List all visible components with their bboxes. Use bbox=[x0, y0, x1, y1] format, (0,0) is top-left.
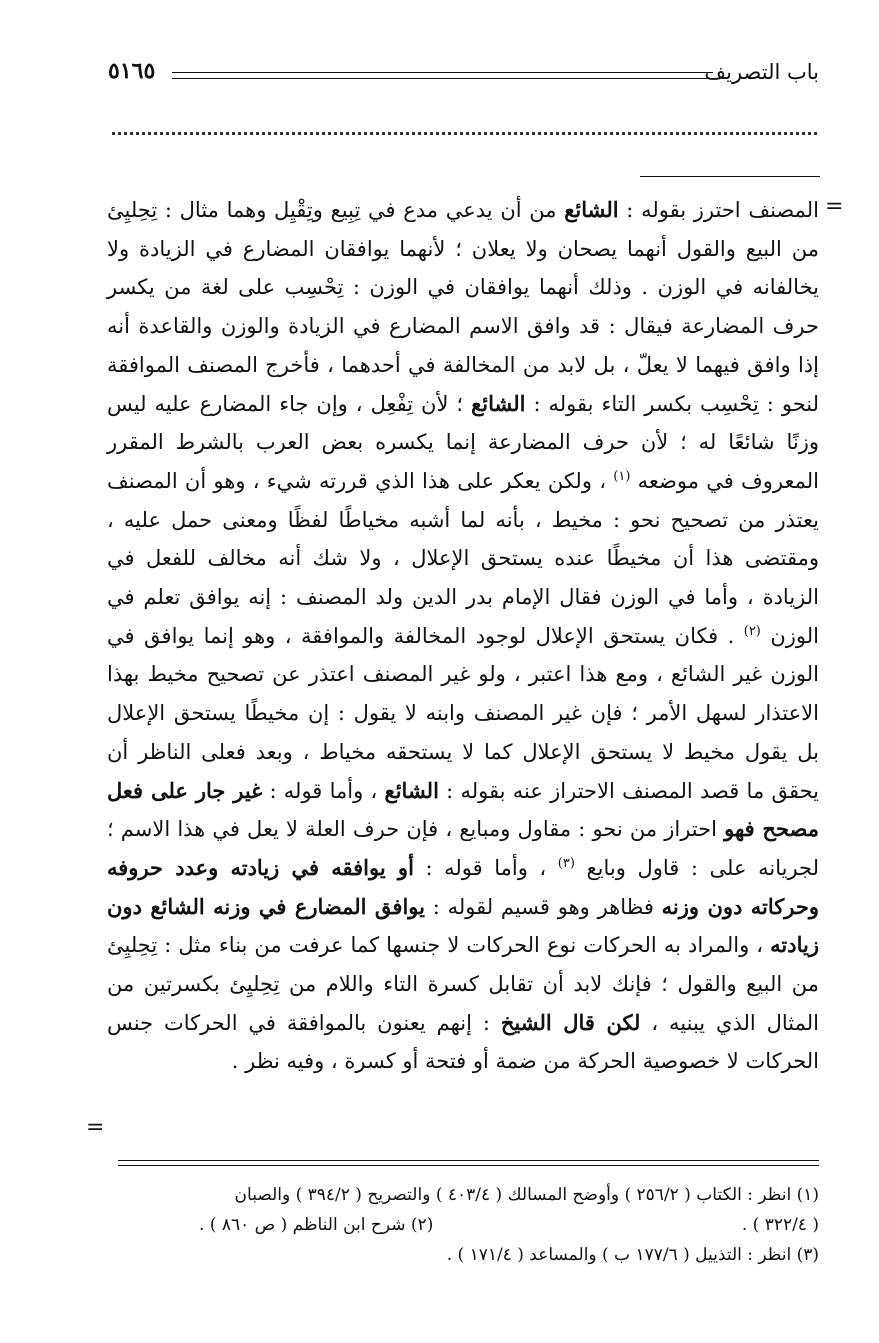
body-text: . فكان يستحق الإعلال لوجود المخالفة والموافقة ، وهو إنما يوافق في الوزن غير الشائع ، ومع هذا اعتبر ، ولو غير المصنف اعتذر عن تصحيح مخيط بهذا الاعتذار لسهل الأمر ؛ فإن غير المصنف وابنه لا يقول : إن مخيطًا يستحق الإعلال بل يقول مخيط لا يستحق الإعلال كما لا يستحقه مخياط ، وبعد فعلى الناظر أن يحقق ما قصد المصنف الاحتراز عنه بقوله : bbox=[107, 623, 820, 803]
footnote-ref-2: (٢) bbox=[743, 623, 761, 639]
footnote-ref-3: (٣) bbox=[557, 855, 575, 871]
footnote-separator bbox=[118, 1160, 819, 1166]
page-number: ٥١٦٥ bbox=[108, 58, 156, 84]
footnote-ref-1: (١) bbox=[613, 468, 631, 484]
footnote-1: (١) انظر : الكتاب ( ٢٥٦/٢ ) وأوضح المسالك ( ٤٠٣/٤ ) والتصريح ( ٣٩٤/٢ ) والصبان bbox=[234, 1185, 819, 1205]
body-text: احتراز من نحو : مقاول ومبايع ، فإن حرف العلة لا يعل في هذا الاسم ؛ لجريانه على : قاول وبايع bbox=[107, 817, 819, 880]
bold-term: الشائع bbox=[471, 390, 526, 416]
dotted-separator bbox=[112, 132, 817, 135]
body-text: المصنف احترز بقوله : bbox=[618, 198, 819, 222]
footnote-1-continued: ( ٣٢٢/٤ ) . bbox=[741, 1215, 819, 1235]
body-text: ، وأما قوله : bbox=[262, 778, 385, 803]
bold-term: الشائع bbox=[384, 777, 439, 803]
bold-term: يوافق المضارع في وزنه الشائع دون زيادته bbox=[107, 893, 819, 958]
footnotes bbox=[109, 1180, 819, 1270]
header-double-rule bbox=[172, 72, 713, 79]
bold-term: لكن قال الشيخ bbox=[500, 1009, 641, 1035]
body-text: ، وأما قوله : bbox=[413, 855, 558, 880]
footnote-row bbox=[109, 1210, 819, 1240]
main-text bbox=[107, 191, 819, 1081]
body-text: ، والمراد به الحركات نوع الحركات لا جنسها كما عرفت من بناء مثل : تِحِليِئ من البيع والقول ؛ فإنك لابد أن تقابل كسرة التاء واللام من تِحِليِئ بكسرتين من المثال الذي يبنيه ، bbox=[107, 933, 819, 1035]
body-text: : إنهم يعنون بالموافقة في الحركات جنس الحركات لا خصوصية الحركة من ضمة أو فتحة أو كسرة ، وفيه نظر . bbox=[107, 1010, 819, 1074]
body-text: فظاهر وهو قسيم لقوله : bbox=[424, 894, 662, 919]
body-text: من أن يدعي مدع في تِبِيع وتِقْيِل وهما مثال : تِحِليِئ من البيع والقول أنهما يصحان ولا يعلان ؛ لأنهما يوافقان المضارع في الزيادة ولا يخالفانه في الوزن . وذلك أنهما يوافقان في الوزن : تِحْسِب على لغة من يكسر حرف المضارعة فيقال : قد وافق الاسم المضارع في الزيادة والوزن والقاعدة أنه إذا وافق فيهما لا يعلّ ، بل لابد من المخالفة في أحدهما ، فأخرج المصنف الموافقة لنحو : تِحْسِب بكسر التاء بقوله : bbox=[107, 198, 819, 416]
short-rule bbox=[640, 176, 820, 177]
bold-term: أو يوافقه في زيادته وعدد حروفه وحركاته دون وزنه bbox=[107, 854, 819, 919]
footnote-3: (٣) انظر : التذييل ( ١٧٧/٦ ب ) والمساعد ( ١٧١/٤ ) . bbox=[446, 1245, 819, 1265]
bold-term: الشائع bbox=[564, 197, 619, 222]
continuation-mark-start: = bbox=[825, 194, 844, 219]
page-header bbox=[108, 58, 819, 92]
body-text: ؛ لأن تِفْعِل ، وإن جاء المضارع عليه ليس وزنًا شائعًا له ؛ لأن حرف المضارعة إنما يكسره بعض العرب بالشرط المقرر المعروف في موضعه bbox=[107, 391, 819, 493]
bold-term: غير جار على فعل مصحح فهو bbox=[107, 777, 819, 842]
continuation-mark-end: = bbox=[86, 1115, 105, 1140]
running-title: باب التصريف bbox=[704, 60, 819, 84]
body-text: ، ولكن يعكر على هذا الذي قررته شيء ، وهو أن المصنف يعتذر من تصحيح نحو : مخيط ، بأنه لما أشبه مخياطًا لفظًا ومعنى حمل عليه ، ومقتضى هذا أن مخيطًا عنده يستحق الإعلال ، ولا شك أنه مخالف للفعل في الزيادة ، وأما في الوزن فقال الإمام بدر الدين ولد المصنف : إنه يوافق تعلم في الوزن bbox=[107, 468, 819, 648]
footnote-2: (٢) شرح ابن الناظم ( ص ٨٦٠ ) . bbox=[199, 1215, 434, 1235]
